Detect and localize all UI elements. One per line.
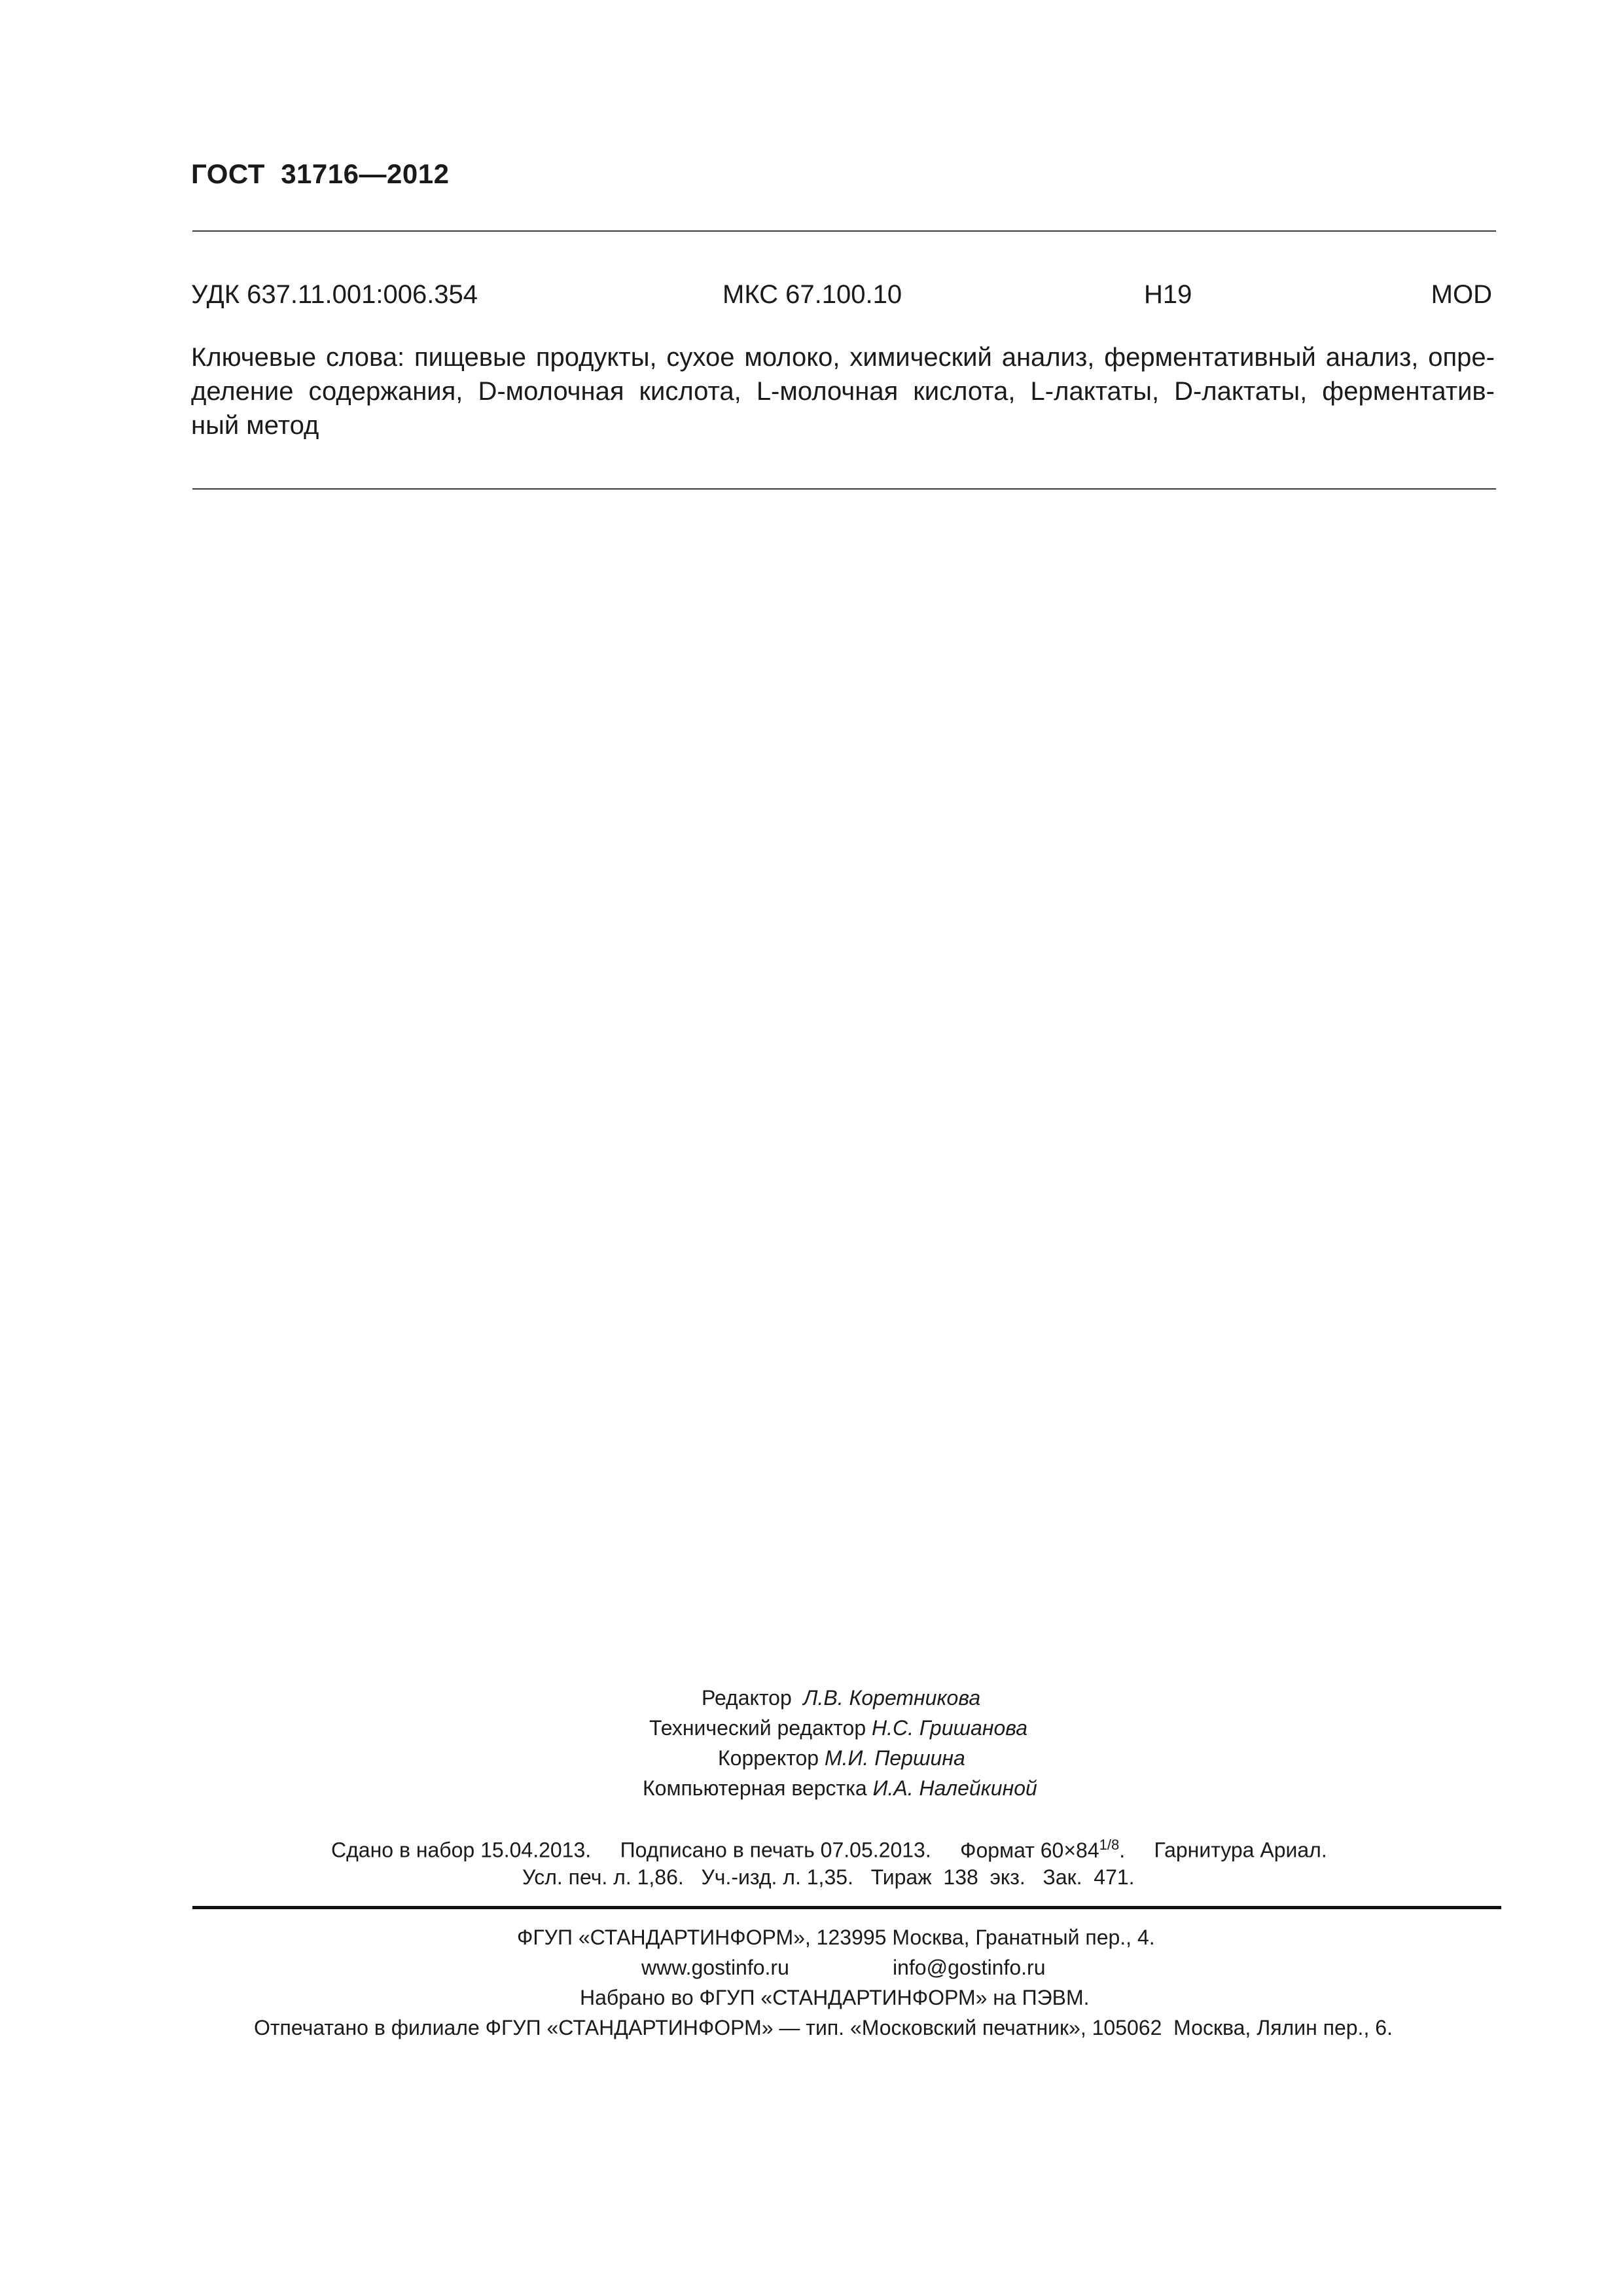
corrector-role: Корректор [718,1746,819,1770]
editor-role: Редактор [702,1686,792,1710]
middle-divider [192,488,1496,490]
printing-note: Отпечатано в филиале ФГУП «СТАНДАРТИНФОРМ» — тип. «Московский печатник», 105062 Москва, Лялин пер., 6. [254,2016,1393,2039]
paper-format: Формат $60\times 84^{1/8}$. [960,1837,1126,1862]
corrector-name: М.И. Першина [824,1746,965,1770]
udk-code: УДК 637.11.001:006.354 [191,280,478,309]
editor-name: Л.В. Коретникова [803,1686,981,1710]
keywords-line: ный метод [191,411,319,440]
okstu-code: Н19 [1144,280,1192,309]
submitted-date: Сдано в набор 15.04.2013. [331,1838,592,1862]
layout-credit [643,1776,1037,1801]
document-number: ГОСТ 31716—2012 [191,158,450,189]
print-info-line-2: Усл. печ. л. 1,86. Уч.-изд. л. 1,35. Тираж 138 экз. Зак. 471. [522,1865,1135,1889]
signed-date: Подписано в печать 07.05.2013. [620,1838,931,1862]
print-info-line-1 [331,1837,1327,1863]
layout-role: Компьютерная верстка [643,1776,867,1800]
editor-credit [702,1686,980,1710]
typeface: Гарнитура Ариал. [1154,1838,1327,1862]
keywords-line: Ключевые слова: пищевые продукты, сухое молоко, химический анализ, ферментативный анализ, опре- [191,343,1495,372]
keywords-line: деление содержания, D-молочная кислота, L-молочная кислота, L-лактаты, D-лактаты, ферментатив- [191,377,1495,406]
layout-name: И.А. Налейкиной [872,1776,1037,1800]
mks-code: МКС 67.100.10 [722,280,902,309]
tech-editor-credit [649,1716,1027,1740]
bottom-divider [192,1906,1501,1909]
top-divider [192,230,1496,232]
tech-editor-name: Н.С. Гришанова [872,1716,1028,1740]
mod-marker: MOD [1431,280,1492,309]
typeset-note: Набрано во ФГУП «СТАНДАРТИНФОРМ» на ПЭВМ. [580,1986,1090,2009]
tech-editor-role: Технический редактор [649,1716,866,1740]
website: www.gostinfo.ru [641,1956,789,1979]
email: info@gostinfo.ru [893,1956,1046,1979]
format-fraction: 1/8 [1099,1837,1120,1853]
publisher-address: ФГУП «СТАНДАРТИНФОРМ», 123995 Москва, Гранатный пер., 4. [517,1926,1155,1949]
keywords-paragraph [191,340,1495,442]
classification-row [191,280,1495,313]
corrector-credit [718,1746,965,1770]
